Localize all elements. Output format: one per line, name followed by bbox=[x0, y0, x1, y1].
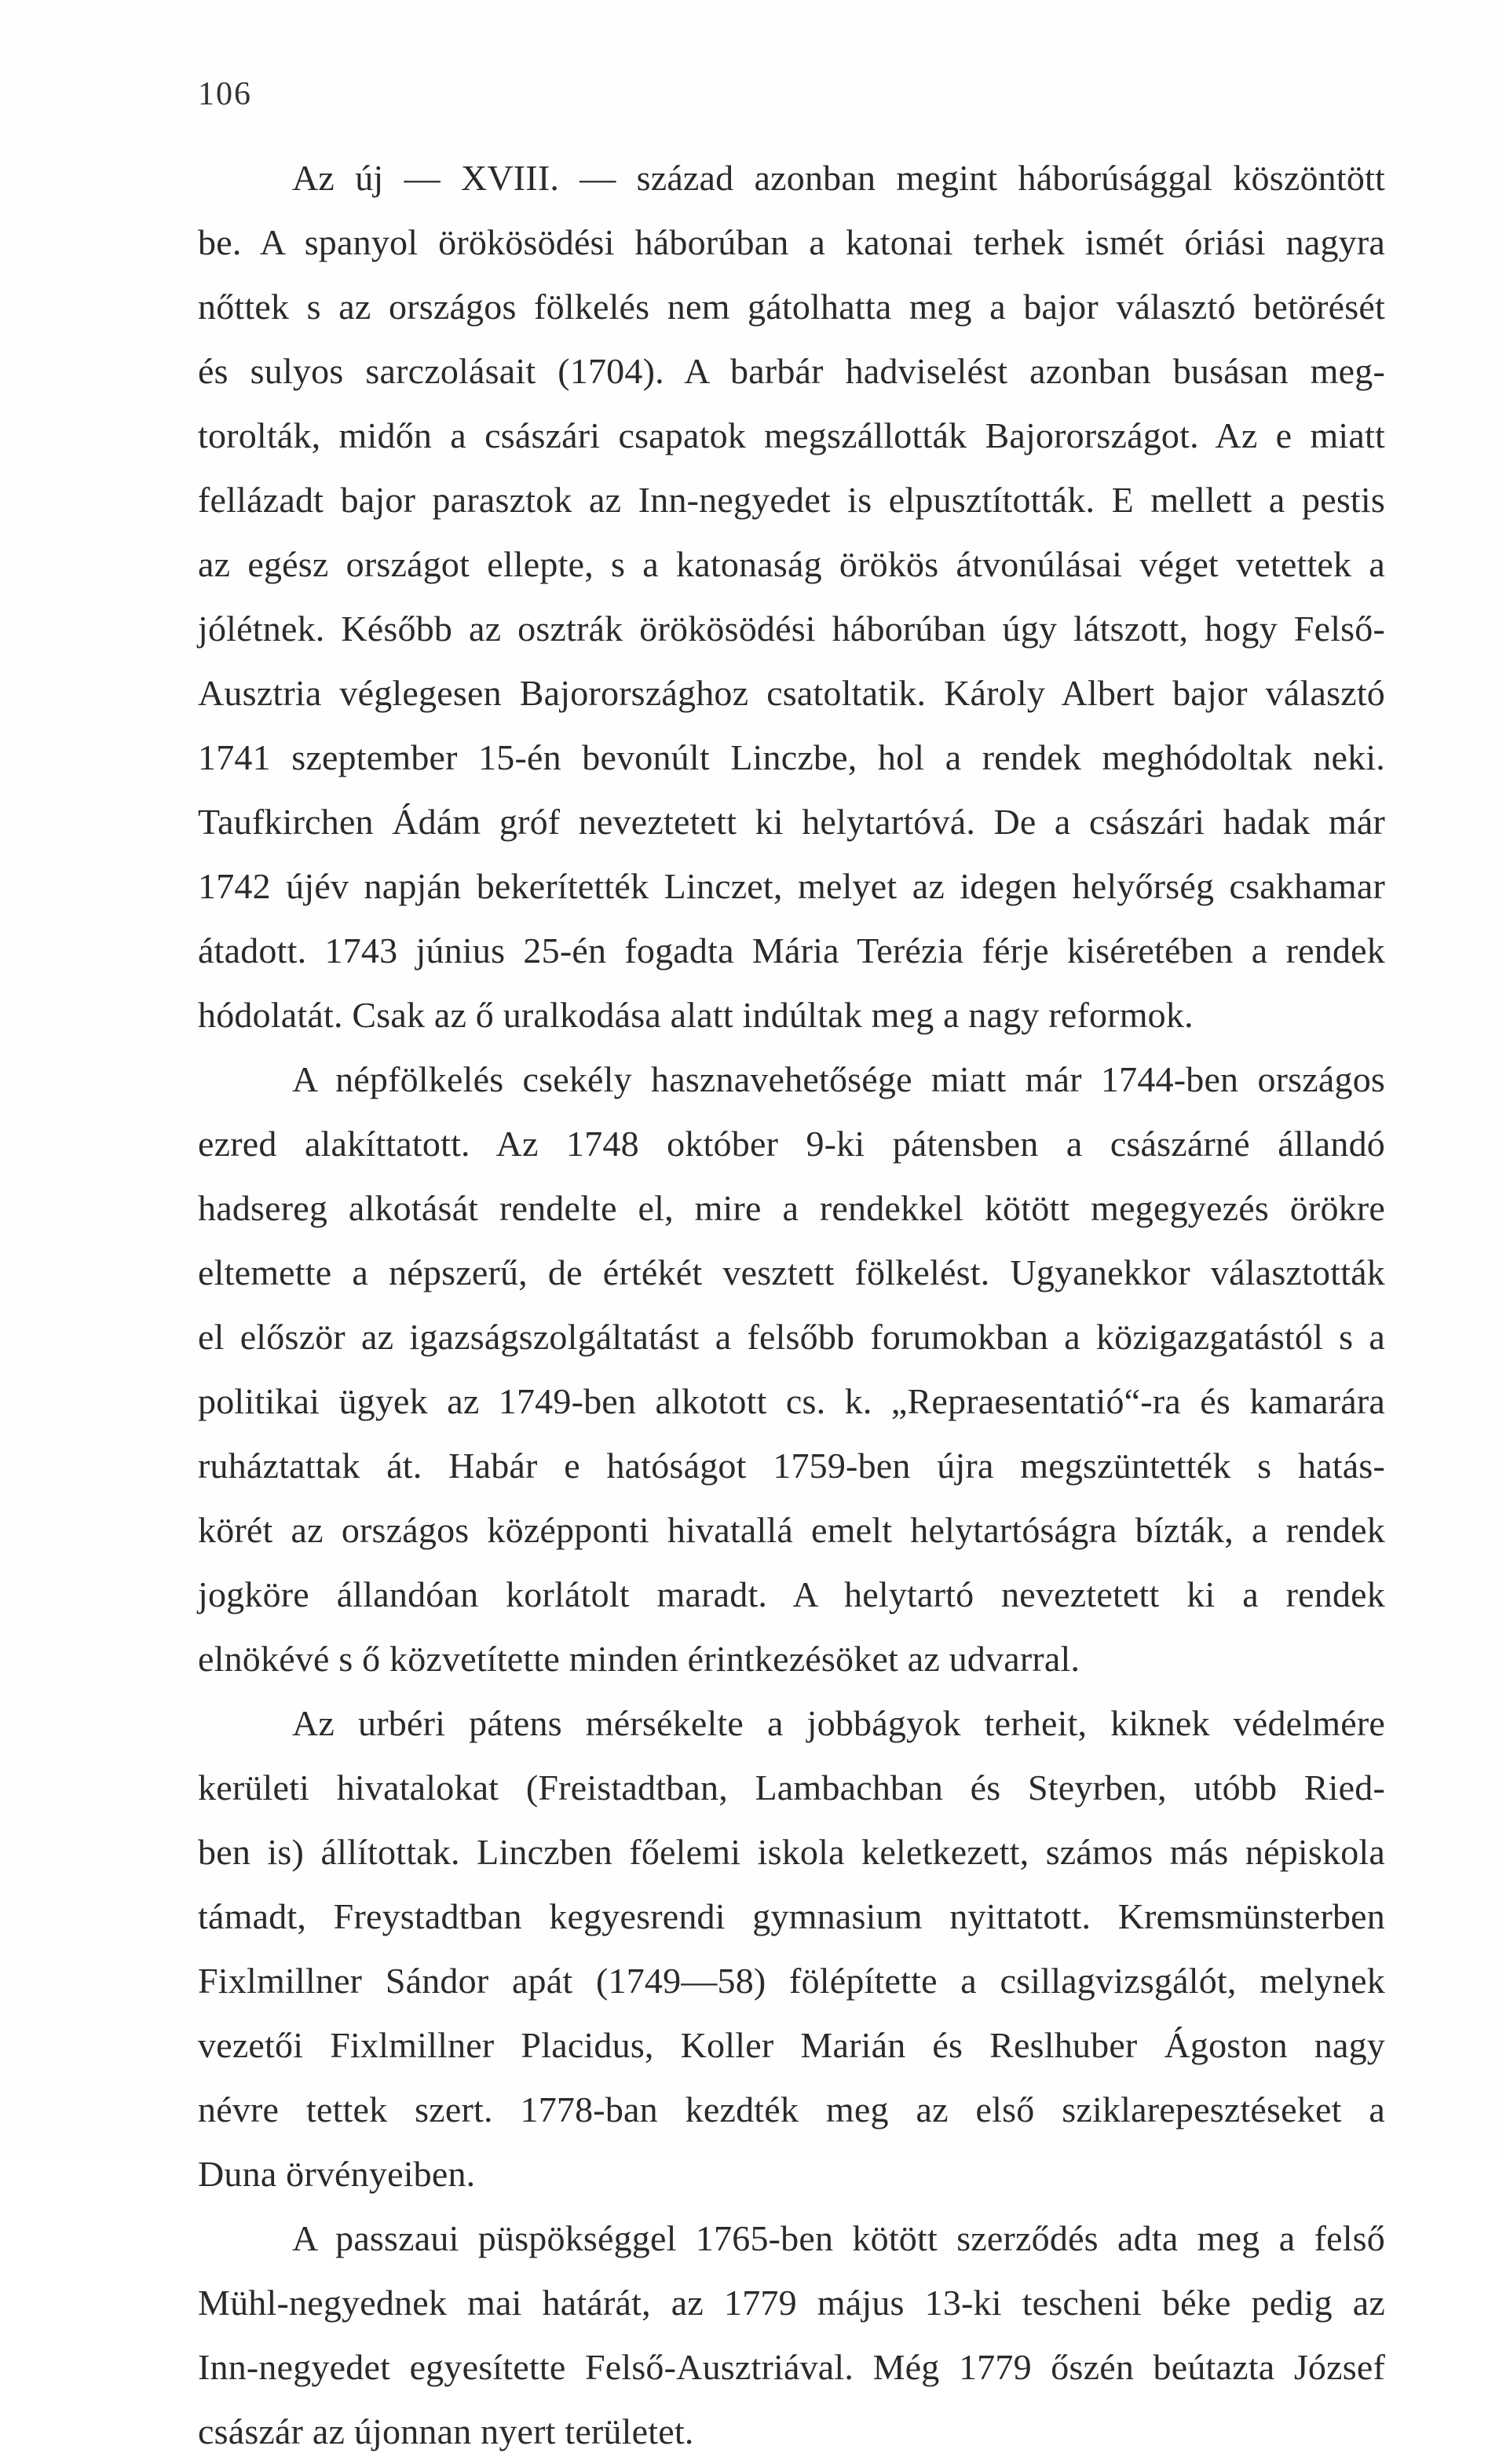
text-line: jogköre állandóan korlátolt maradt. A helytartó neveztetett ki a rendek bbox=[198, 1574, 1385, 1614]
text-line: hadsereg alkotását rendelte el, mire a rendekkel kötött megegyezés örökre bbox=[198, 1188, 1385, 1228]
text-line: el először az igazságszolgáltatást a felsőbb forumokban a közigazgatástól s a bbox=[198, 1317, 1385, 1357]
text-line: 1741 szeptember 15-én bevonúlt Linczbe, hol a rendek meghódoltak neki. bbox=[198, 737, 1385, 777]
text-line: A passzaui püspökséggel 1765-ben kötött szerződés adta meg a felső bbox=[292, 2218, 1385, 2258]
text-line: hódolatát. Csak az ő uralkodása alatt indúltak meg a nagy reformok. bbox=[198, 995, 1194, 1035]
text-line: fellázadt bajor parasztok az Inn-negyedet is elpusztították. E mellett a pestis bbox=[198, 480, 1385, 520]
text-line: elnökévé s ő közvetítette minden érintkezésöket az udvarral. bbox=[198, 1639, 1080, 1679]
text-line: nőttek s az országos fölkelés nem gátolhatta meg a bajor választó betörését bbox=[198, 287, 1385, 327]
text-line: ezred alakíttatott. Az 1748 október 9-ki pátensben a császárné állandó bbox=[198, 1124, 1385, 1164]
text-line: vezetői Fixlmillner Placidus, Koller Marián és Reslhuber Ágoston nagy bbox=[198, 2025, 1385, 2065]
text-line: Fixlmillner Sándor apát (1749—58) fölépítette a csillagvizsgálót, melynek bbox=[198, 1961, 1385, 2001]
text-line: be. A spanyol örökösödési háborúban a katonai terhek ismét óriási nagyra bbox=[198, 222, 1385, 262]
text-line: támadt, Freystadtban kegyesrendi gymnasium nyittatott. Kremsmünsterben bbox=[198, 1896, 1385, 1936]
text-line: az egész országot ellepte, s a katonaság örökös átvonúlásai véget vetettek a bbox=[198, 544, 1385, 584]
text-line: Az új — XVIII. — század azonban megint háborúsággal köszöntött bbox=[292, 158, 1385, 198]
text-line: jólétnek. Később az osztrák örökösödési háborúban úgy látszott, hogy Felső- bbox=[198, 609, 1385, 649]
text-line: átadott. 1743 június 25-én fogadta Mária Terézia férje kiséretében a rendek bbox=[198, 930, 1385, 971]
text-line: Ausztria véglegesen Bajorországhoz csatoltatik. Károly Albert bajor választó bbox=[198, 673, 1385, 713]
text-line: Inn-negyedet egyesítette Felső-Ausztriával. Még 1779 őszén beútazta József bbox=[198, 2347, 1385, 2387]
text-line: Taufkirchen Ádám gróf neveztetett ki helytartóvá. De a császári hadak már bbox=[198, 802, 1385, 842]
text-line: 1742 újév napján bekerítették Linczet, melyet az idegen helyőrség csakhamar bbox=[198, 866, 1385, 906]
text-line: Duna örvényeiben. bbox=[198, 2154, 476, 2194]
text-line: császár az újonnan nyert területet. bbox=[198, 2411, 694, 2451]
text-line: eltemette a népszerű, de értékét vesztett fölkelést. Ugyanekkor választották bbox=[198, 1252, 1385, 1292]
text-line: kerületi hivatalokat (Freistadtban, Lambachban és Steyrben, utóbb Ried- bbox=[198, 1768, 1385, 1808]
page-number: 106 bbox=[198, 76, 252, 112]
text-line: A népfölkelés csekély hasznavehetősége miatt már 1744-ben országos bbox=[292, 1059, 1385, 1099]
text-line: körét az országos középponti hivatallá emelt helytartóságra bízták, a rendek bbox=[198, 1510, 1385, 1550]
body-text bbox=[198, 146, 1385, 2464]
text-line: ben is) állítottak. Linczben főelemi iskola keletkezett, számos más népiskola bbox=[198, 1832, 1385, 1872]
text-line: ruháztattak át. Habár e hatóságot 1759-ben újra megszüntették s hatás- bbox=[198, 1446, 1385, 1486]
text-line: Mühl-negyednek mai határát, az 1779 május 13-ki tescheni béke pedig az bbox=[198, 2283, 1385, 2323]
text-line: politikai ügyek az 1749-ben alkotott cs. k. „Repraesentatió“-ra és kamarára bbox=[198, 1381, 1385, 1421]
text-line: és sulyos sarczolásait (1704). A barbár hadviselést azonban busásan meg- bbox=[198, 351, 1385, 391]
text-line: torolták, midőn a császári csapatok megszállották Bajorországot. Az e miatt bbox=[198, 415, 1385, 455]
text-line: névre tettek szert. 1778-ban kezdték meg az első sziklarepesztéseket a bbox=[198, 2089, 1385, 2129]
text-line: Az urbéri pátens mérsékelte a jobbágyok terheit, kiknek védelmére bbox=[292, 1703, 1385, 1743]
